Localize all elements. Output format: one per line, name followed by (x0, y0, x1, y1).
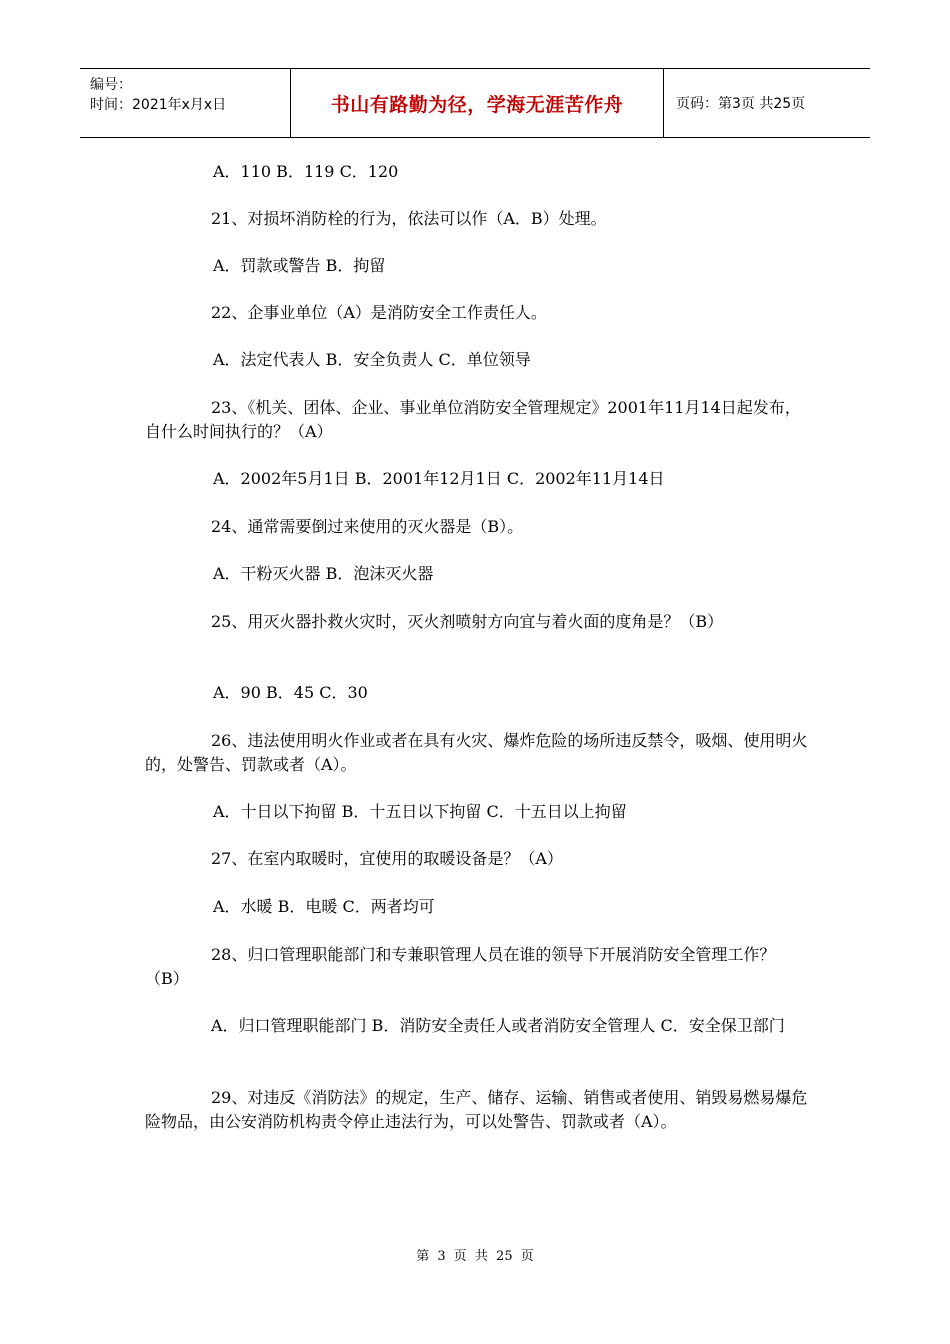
options-25: A．90 B．45 C．30 (213, 683, 368, 702)
document-number-label: 编号： (90, 77, 132, 93)
options-21: A．罚款或警告 B．拘留 (213, 256, 386, 275)
options-26: A．十日以下拘留 B．十五日以下拘留 C．十五日以上拘留 (213, 802, 627, 821)
question-27: 27、在室内取暖时，宜使用的取暖设备是？（A） (211, 849, 563, 868)
options-27: A．水暖 B．电暖 C．两者均可 (213, 897, 435, 916)
options-24: A．干粉灭火器 B．泡沫灭火器 (213, 564, 434, 583)
question-29: 29、对违反《消防法》的规定，生产、储存、运输、销售或者使用、销毁易燃易爆危险物品，由公安消防机构责令停止违法行为，可以处警告、罚款或者（A）。 (145, 1088, 808, 1131)
options-23: A．2002年5月1日 B．2001年12月1日 C．2002年11月14日 (213, 469, 665, 488)
document-time: 时间：2021年x月x日 (90, 97, 227, 113)
question-23: 23、《机关、团体、企业、事业单位消防安全管理规定》2001年11月14日起发布，自什么时间执行的？（A） (145, 398, 801, 441)
options-22: A．法定代表人 B．安全负责人 C．单位领导 (213, 350, 531, 369)
question-22: 22、企事业单位（A）是消防安全工作责任人。 (211, 303, 547, 322)
question-26: 26、违法使用明火作业或者在具有火灾、爆炸危险的场所违反禁令，吸烟、使用明火的，处警告、罚款或者（A）。 (145, 731, 808, 774)
header-page-info: 页码：第3页 共25页 (676, 96, 806, 112)
page-header (80, 68, 870, 138)
question-24: 24、通常需要倒过来使用的灭火器是（B）。 (211, 517, 524, 536)
question-21: 21、对损坏消防栓的行为，依法可以作（A．B）处理。 (211, 209, 607, 228)
header-motto: 书山有路勤为径，学海无涯苦作舟 (290, 69, 664, 137)
question-28: 28、归口管理职能部门和专兼职管理人员在谁的领导下开展消防安全管理工作？（B） (145, 945, 776, 988)
header-meta (80, 69, 290, 137)
question-25: 25、用灭火器扑救火灾时，灭火剂喷射方向宜与着火面的度角是？（B） (211, 612, 724, 631)
options-28: A．归口管理职能部门 B．消防安全责任人或者消防安全管理人 C．安全保卫部门 (211, 1016, 785, 1035)
page-footer: 第 3 页 共 25 页 (416, 1249, 534, 1264)
options-line: A．110 B．119 C．120 (213, 162, 399, 181)
